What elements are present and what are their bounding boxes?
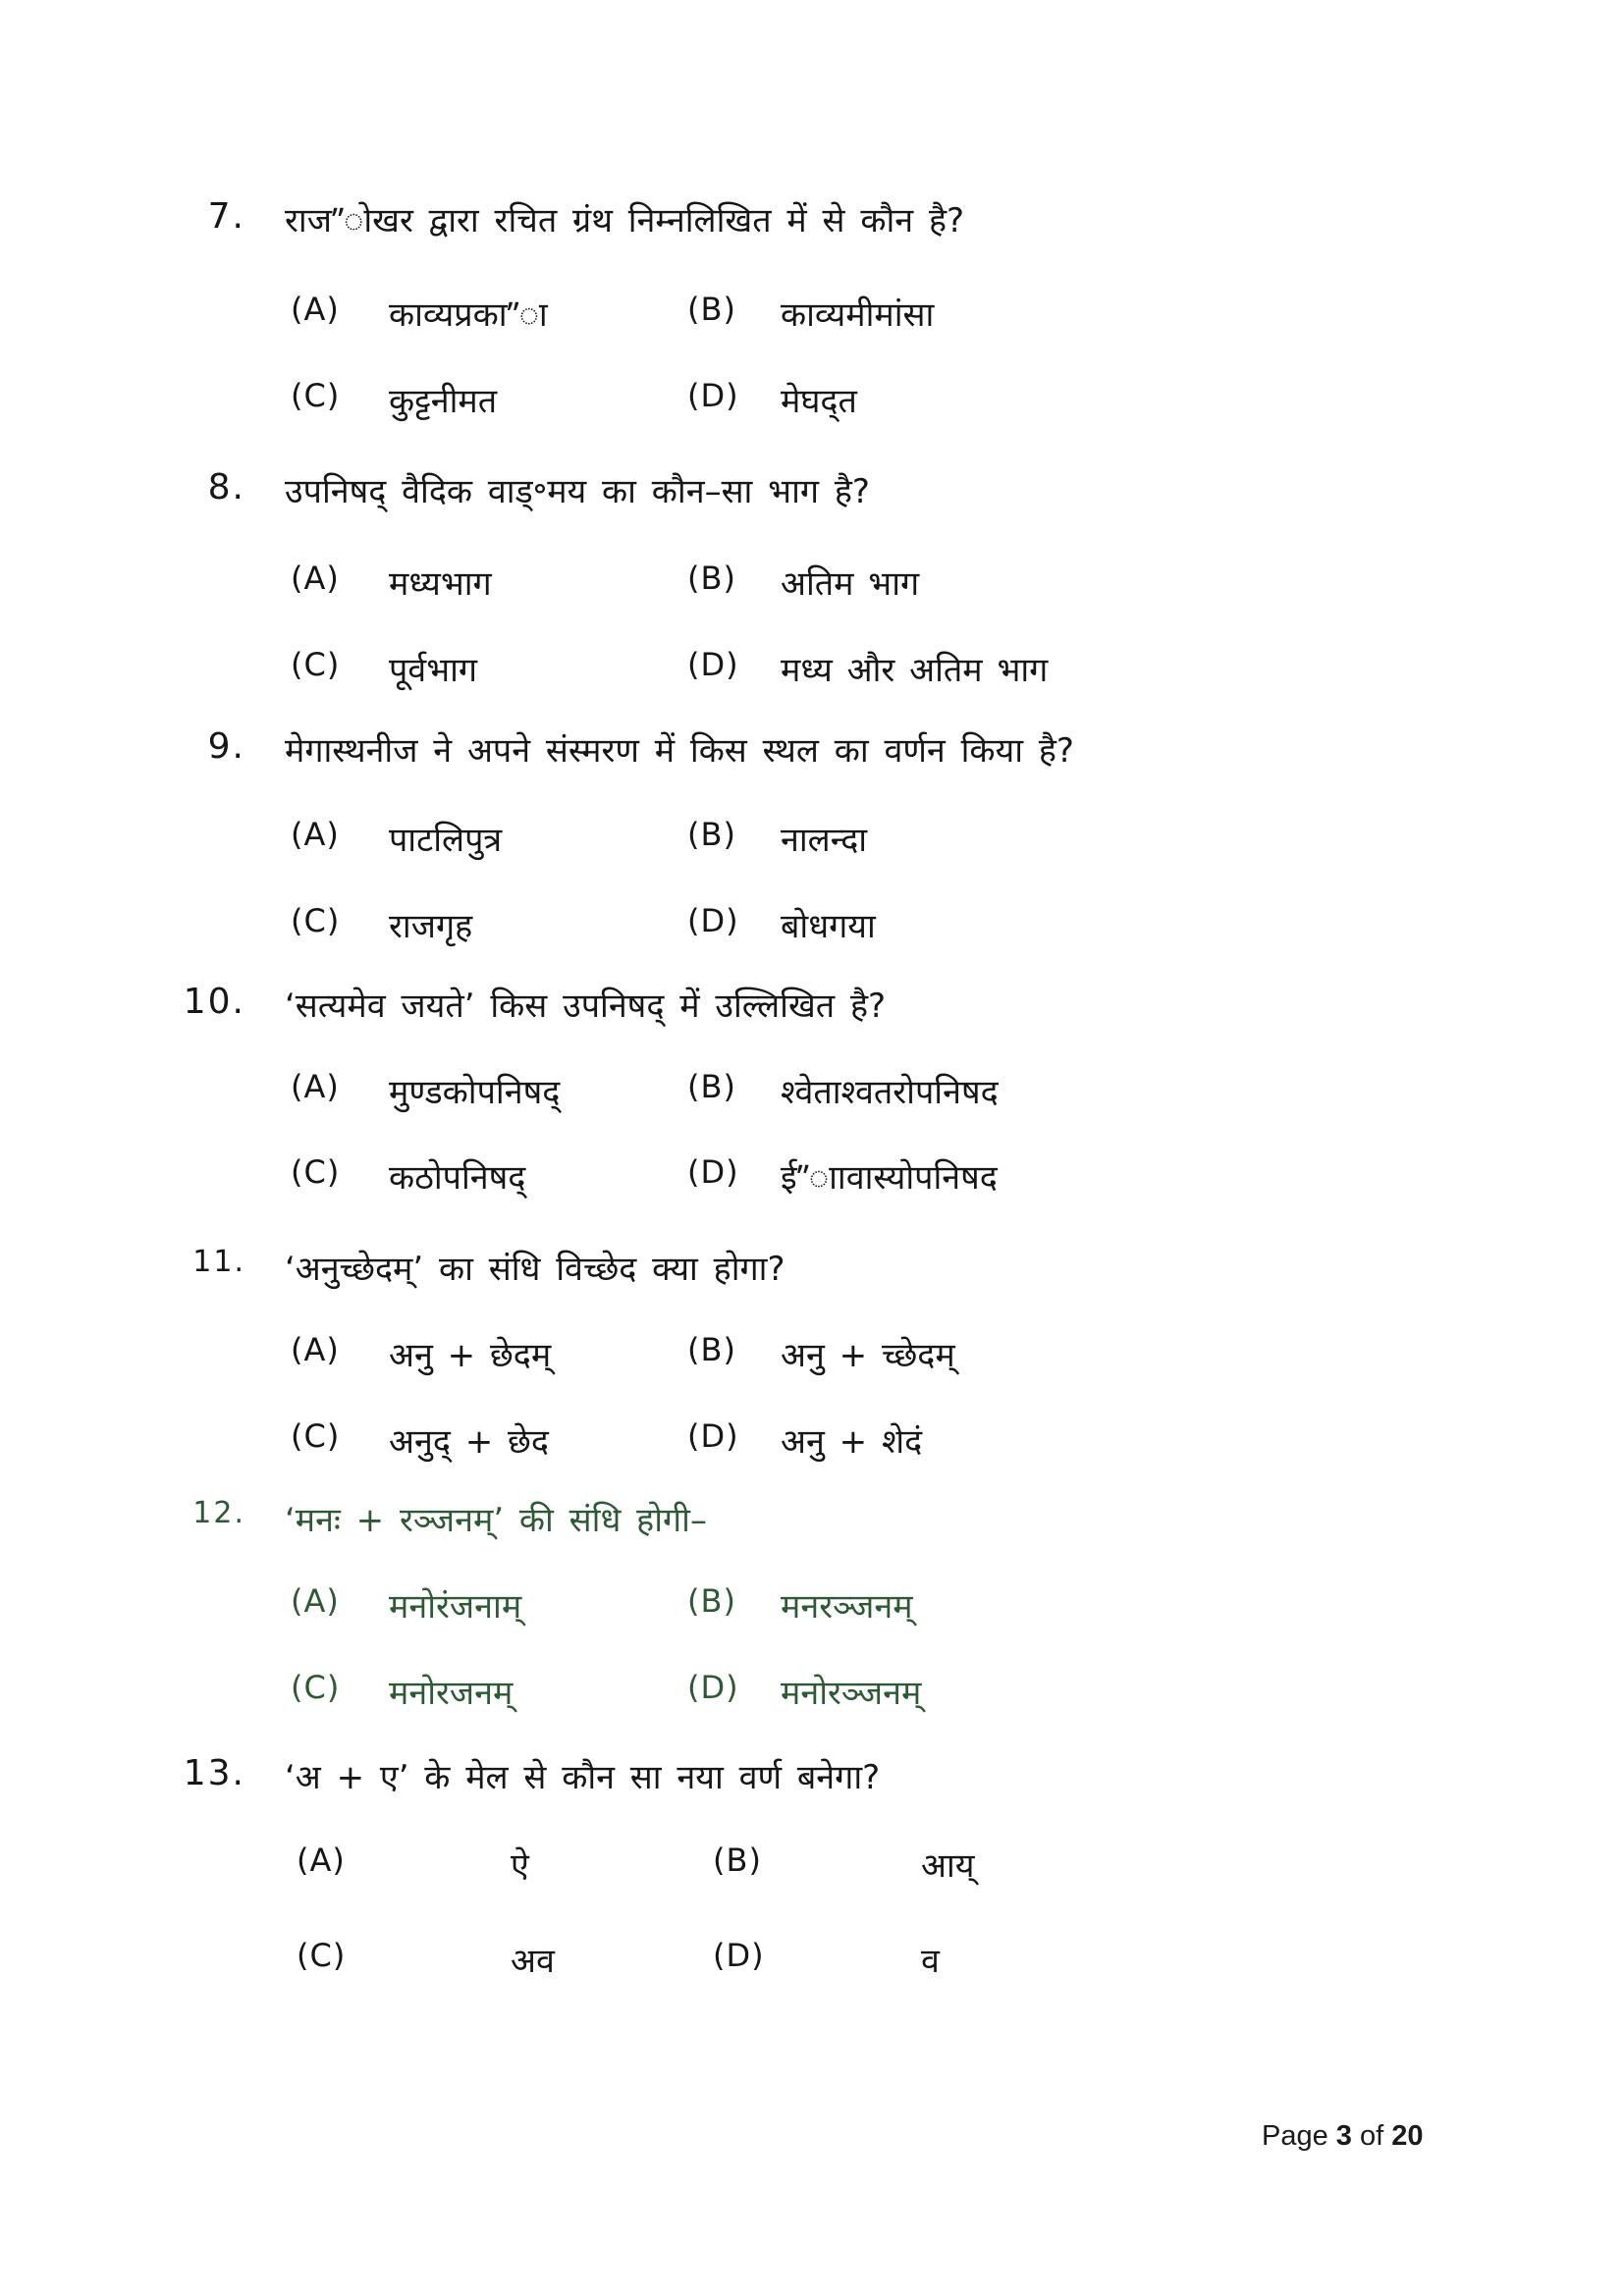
options-row-2 xyxy=(0,646,1624,703)
option-text: अनु + शेदं xyxy=(781,1422,923,1462)
option-text: मनरञ्जनम् xyxy=(781,1587,913,1627)
option-label: (D) xyxy=(687,377,739,414)
option-text: पाटलिपुत्र xyxy=(389,821,503,860)
question-number: 7. xyxy=(207,196,245,237)
question-number: 10. xyxy=(183,982,245,1022)
option-label: (B) xyxy=(713,1842,762,1879)
option-label: (D) xyxy=(713,1937,765,1974)
option-label: (D) xyxy=(687,1153,739,1191)
question-number: 12. xyxy=(192,1496,245,1530)
option-label: (B) xyxy=(687,291,736,328)
question-text: ‘अ + ए’ के मेल से कौन सा नया वर्ण बनेगा? xyxy=(285,1758,881,1797)
question-text: उपनिषद् वैदिक वाड्॰मय का कौन–सा भाग है? xyxy=(285,472,870,511)
options-row-2 xyxy=(0,902,1624,959)
question-text: ‘सत्यमेव जयते’ किस उपनिषद् में उल्लिखित है? xyxy=(285,987,887,1026)
option-text: अनुद् + छेद xyxy=(389,1422,549,1462)
option-label: (B) xyxy=(687,1331,736,1368)
option-label: (C) xyxy=(297,1937,347,1974)
question-text: मेगास्थनीज ने अपने संस्मरण में किस स्थल का वर्णन किया है? xyxy=(285,731,1074,771)
options-row-1 xyxy=(0,1842,1624,1898)
options-row-1 xyxy=(0,1068,1624,1125)
question-text-row xyxy=(0,1496,1624,1553)
options-row-2 xyxy=(0,1417,1624,1474)
question-text-row xyxy=(0,1753,1624,1810)
option-text: अनु + च्छेदम् xyxy=(781,1336,955,1375)
option-text: अतिम भाग xyxy=(781,564,920,604)
question-number: 11. xyxy=(192,1245,245,1279)
option-text: राजगृह xyxy=(389,907,473,946)
option-text: कठोपनिषद् xyxy=(389,1158,526,1198)
options-row-2 xyxy=(0,377,1624,434)
option-label: (A) xyxy=(297,1842,346,1879)
options-row-1 xyxy=(0,1331,1624,1388)
option-label: (C) xyxy=(291,1669,341,1706)
options-row-2 xyxy=(0,1669,1624,1726)
option-label: (A) xyxy=(291,560,340,597)
question-text-row xyxy=(0,1245,1624,1302)
option-text: ई”ाावास्योपनिषद xyxy=(781,1158,998,1198)
question-number: 9. xyxy=(207,726,245,767)
options-row-2 xyxy=(0,1153,1624,1210)
question-text-row xyxy=(0,982,1624,1039)
option-label: (B) xyxy=(687,816,736,853)
options-row-1 xyxy=(0,291,1624,347)
question-text: ‘मनः + रञ्जनम्’ की संधि होगी– xyxy=(285,1501,707,1540)
option-text: मध्यभाग xyxy=(389,564,492,604)
option-text: बोधगया xyxy=(781,907,876,946)
footer-of-label: of xyxy=(1360,2120,1384,2152)
option-label: (D) xyxy=(687,902,739,939)
question-text-row xyxy=(0,467,1624,524)
option-label: (A) xyxy=(291,1068,340,1105)
footer-page-label: Page xyxy=(1262,2120,1328,2152)
options-row-1 xyxy=(0,1582,1624,1639)
option-text: काव्यप्रका”ा xyxy=(389,295,548,335)
question-text-row xyxy=(0,196,1624,253)
option-text: मध्य और अतिम भाग xyxy=(781,651,1049,690)
option-text: कुट्टनीमत xyxy=(389,382,498,421)
option-text: मनोरजनम् xyxy=(389,1674,514,1713)
option-text: अव xyxy=(511,1942,555,1981)
option-text: मनोरञ्जनम् xyxy=(781,1674,922,1713)
footer-page-number: 3 xyxy=(1335,2120,1352,2152)
option-label: (C) xyxy=(291,646,341,683)
options-row-1 xyxy=(0,560,1624,616)
option-text: श्वेताश्वतरोपनिषद xyxy=(781,1073,999,1112)
option-label: (B) xyxy=(687,1582,736,1620)
option-label: (C) xyxy=(291,1153,341,1191)
option-label: (B) xyxy=(687,560,736,597)
options-row-1 xyxy=(0,816,1624,873)
option-label: (D) xyxy=(687,1669,739,1706)
option-text: ऐ xyxy=(511,1846,529,1886)
question-number: 13. xyxy=(183,1753,245,1793)
question-text-row xyxy=(0,726,1624,783)
option-label: (C) xyxy=(291,377,341,414)
option-text: मेघद्त xyxy=(781,382,857,421)
option-label: (C) xyxy=(291,902,341,939)
option-text: पूर्वभाग xyxy=(389,651,478,690)
question-text: ‘अनुच्छेदम्’ का संधि विच्छेद क्या होगा? xyxy=(285,1250,785,1289)
option-label: (A) xyxy=(291,1582,340,1620)
option-text: व xyxy=(921,1942,940,1981)
options-row-2 xyxy=(0,1937,1624,1994)
footer-total-pages: 20 xyxy=(1391,2120,1424,2152)
page-footer xyxy=(1262,2120,1424,2153)
option-label: (A) xyxy=(291,291,340,328)
option-label: (D) xyxy=(687,1417,739,1455)
option-label: (C) xyxy=(291,1417,341,1455)
option-text: मनोरंजनाम् xyxy=(389,1587,522,1627)
option-label: (D) xyxy=(687,646,739,683)
option-text: मुण्डकोपनिषद् xyxy=(389,1073,561,1112)
option-label: (B) xyxy=(687,1068,736,1105)
option-label: (A) xyxy=(291,1331,340,1368)
option-text: नालन्दा xyxy=(781,821,868,860)
question-number: 8. xyxy=(207,467,245,507)
option-text: अनु + छेदम् xyxy=(389,1336,552,1375)
option-text: काव्यमीमांसा xyxy=(781,295,935,335)
option-text: आय् xyxy=(921,1846,975,1886)
option-label: (A) xyxy=(291,816,340,853)
question-text: राज”ोखर द्वारा रचित ग्रंथ निम्नलिखित में से कौन है? xyxy=(285,201,965,240)
